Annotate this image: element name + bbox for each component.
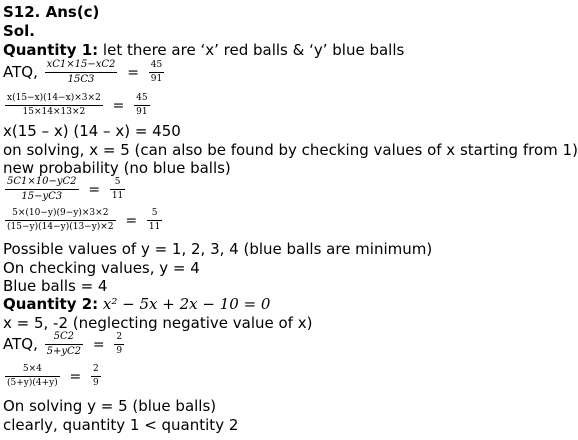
q2-frac1-rhs-num: 2 [116,332,123,342]
q1-frac1-den: 15C3 [67,74,95,85]
q1-newprob-equation: $\frac{5C1\times 10-yC2}{15-yC3}$ = $\frac{5}{11}$ [7,176,124,202]
q2-frac2-num: 5×4 [22,364,42,374]
q1-frac5 [5,208,116,233]
q1-newprob-expanded: $\frac{5\times(10-y)(9-y)\times 3\times 2}{(15-y)(14-y)(13-y)\times 2}$ = $\frac{5}{11}$ [7,208,161,232]
q1-possible-values: Possible values of y = 1, 2, 3, 4 (blue balls are minimum) [3,240,433,258]
q1-frac2-rhs-den: 91 [136,107,148,117]
q1-frac5-den: (15−y)(14−y)(13−y)×2 [7,222,114,232]
q1-checking-values: On checking values, y = 4 [3,259,200,277]
q1-new-probability: new probability (no blue balls) [3,159,231,177]
q1-frac1-num: xC1×15−xC2 [46,59,116,70]
q1-frac2-rhs [134,93,149,118]
q2-frac1-rhs [114,332,124,357]
quantity2-equation-line [3,295,270,313]
q1-frac5-rhs [147,208,162,233]
quantity2-equation: x² − 5x + 2x − 10 = 0 [98,295,271,313]
q2-frac1-den: 5+yC2 [46,346,82,357]
q2-atq-label: ATQ, [3,335,38,353]
q2-solving: On solving y = 5 (blue balls) [3,397,217,415]
q1-blue-balls: Blue balls = 4 [3,277,108,295]
q1-frac4-rhs-num: 5 [114,177,121,187]
q2-frac2-rhs-den: 9 [93,378,99,388]
q2-frac2 [5,364,60,389]
q1-frac1-rhs-num: 45 [150,60,163,70]
q1-frac4 [5,176,79,203]
q1-frac2-num: x(15−x)(14−x)×3×2 [7,93,101,103]
q2-frac1 [45,331,83,358]
q1-frac4-num: 5C1×10−yC2 [7,176,77,187]
q2-frac1-rhs-den: 9 [116,346,123,356]
quantity2-label: Quantity 2: [3,295,99,313]
quantity1-intro [3,41,404,59]
q2-atq-equation: ATQ, $\frac{5C2}{5+yC2}$ = $\frac{2}{9}$ [3,331,123,357]
q1-frac2-den: 15×14×13×2 [22,107,86,117]
conclusion: clearly, quantity 1 < quantity 2 [3,416,239,434]
quantity1-label: Quantity 1: [3,41,99,59]
q1-solving-line: on solving, x = 5 (can also be found by checking values of x starting from 1) [3,141,578,159]
q1-frac1-rhs [149,60,164,85]
q2-frac2-rhs-num: 2 [93,364,99,374]
q2-frac1-num: 5C2 [53,331,75,342]
q2-frac2-den: (5+y)(4+y) [7,378,58,388]
quantity1-intro-text: let there are ‘x’ red balls & ‘y’ blue balls [98,41,405,59]
q1-frac1-rhs-den: 91 [150,74,163,84]
q1-frac1 [45,59,118,86]
q1-frac5-rhs-num: 5 [151,208,158,218]
sol-label: Sol. [3,22,35,40]
q1-frac2-rhs-num: 45 [136,93,148,103]
q1-frac4-rhs [110,177,125,202]
answer-heading: S12. Ans(c) [3,3,100,21]
q2-roots: x = 5, -2 (neglecting negative value of x) [3,314,313,332]
q1-frac4-rhs-den: 11 [111,191,124,201]
q2-frac2-rhs [91,364,101,389]
q1-atq-label: ATQ, [3,63,38,81]
q1-frac5-num: 5×(10−y)(9−y)×3×2 [12,208,109,218]
q1-frac2 [5,93,103,118]
q1-atq-equation: ATQ, $\frac{xC1\times 15-xC2}{15C3}$ = $\frac{45}{91}$ [3,59,163,85]
q1-frac5-rhs-den: 11 [148,222,161,232]
q1-expanded-equation: $\frac{x(15-x)(14-x)\times 3\times 2}{15\times 14\times 13\times 2}$ = $\frac{45}{91}$ [7,93,148,117]
q1-frac4-den: 15−yC3 [21,191,63,202]
q2-expanded-equation: $\frac{5\times 4}{(5+y)(4+y)}$ = $\frac{2}{9}$ [7,364,99,388]
q1-cubic-equation: x(15 – x) (14 – x) = 450 [3,122,181,140]
